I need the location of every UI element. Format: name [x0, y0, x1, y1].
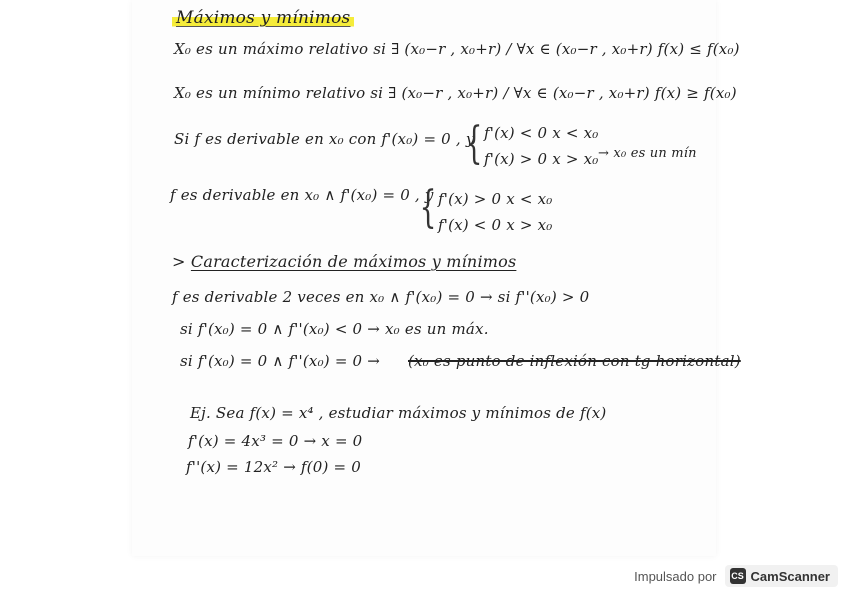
camscanner-brand: CamScanner [750, 568, 830, 584]
derivative-condition-min: Si f es derivable en x₀ con f'(x₀) = 0 , y [174, 130, 475, 148]
example-first-derivative: f'(x) = 4x³ = 0 → x = 0 [188, 432, 363, 450]
min-conclusion: → x₀ es un mín [598, 146, 697, 161]
case-line: f'(x) < 0 x < x₀ [484, 124, 599, 142]
derivative-condition-max: f es derivable en x₀ ∧ f'(x₀) = 0 , y [170, 186, 434, 204]
camscanner-logo-icon: CS [730, 568, 746, 584]
brace-symbol: { [419, 182, 437, 233]
section-title: Caracterización de máximos y mínimos [190, 252, 517, 271]
camscanner-footer [634, 563, 838, 589]
section-heading [172, 252, 516, 271]
example-statement: Ej. Sea f(x) = x⁴ , estudiar máximos y mínimos de f(x) [190, 404, 607, 422]
page-title: Máximos y mínimos [172, 8, 354, 28]
scanned-page [132, 0, 741, 556]
definition-minimum: X₀ es un mínimo relativo si ∃ (x₀−r , x₀+r) / ∀x ∈ (x₀−r , x₀+r) f(x) ≥ f(x₀) [174, 84, 737, 102]
powered-by-label: Impulsado por [634, 568, 717, 584]
example-second-derivative: f''(x) = 12x² → f(0) = 0 [186, 458, 361, 476]
case-line: f'(x) > 0 x > x₀ [484, 150, 599, 168]
camscanner-badge[interactable] [725, 565, 838, 587]
brace-symbol: { [465, 118, 483, 169]
second-derivative-line: f es derivable 2 veces en x₀ ∧ f'(x₀) = 0 → si f''(x₀) > 0 [172, 288, 590, 306]
struck-inflection-note: (x₀ es punto de inflexión con tg horizontal) [408, 352, 741, 370]
definition-maximum: X₀ es un máximo relativo si ∃ (x₀−r , x₀+r) / ∀x ∈ (x₀−r , x₀+r) f(x) ≤ f(x₀) [174, 40, 740, 58]
case-line: f'(x) > 0 x < x₀ [438, 190, 553, 208]
section-arrow: > [172, 252, 191, 271]
second-derivative-line: si f'(x₀) = 0 ∧ f''(x₀) < 0 → x₀ es un máx. [180, 320, 489, 338]
case-line: f'(x) < 0 x > x₀ [438, 216, 553, 234]
second-derivative-line: si f'(x₀) = 0 ∧ f''(x₀) = 0 → [180, 352, 381, 370]
